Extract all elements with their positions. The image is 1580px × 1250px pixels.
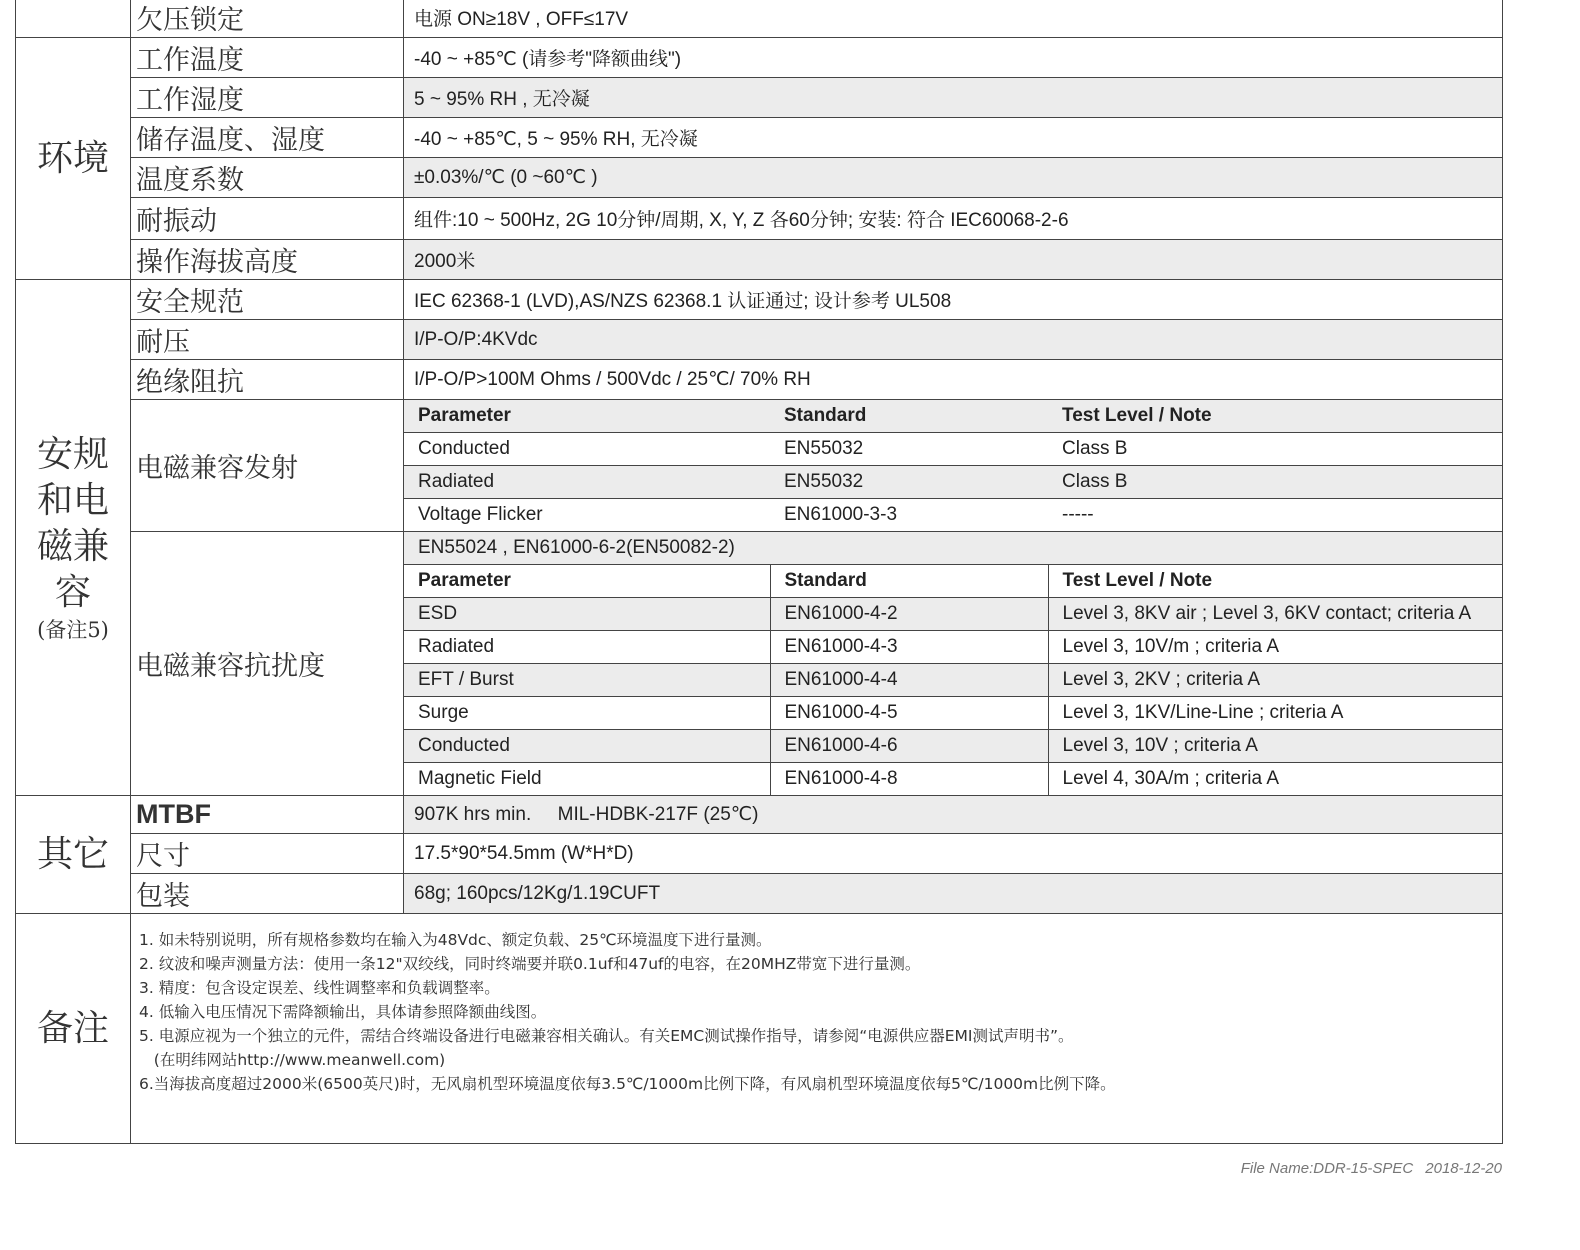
immunity-table [404,532,1502,795]
env-value: -40 ~ +85℃ (请参考"降额曲线") [404,38,1503,78]
emission-cell: EN61000-3-3 [784,504,898,525]
others-value: 17.5*90*54.5mm (W*H*D) [404,834,1503,874]
immunity-cell: Level 3, 2KV ; criteria A [1048,664,1502,697]
immunity-header: Parameter [404,565,770,598]
immunity-cell: Level 3, 10V ; criteria A [1048,730,1502,763]
immunity-cell: EN61000-4-8 [770,763,1048,796]
spec-row-env [16,158,1503,198]
immunity-cell: Surge [404,697,770,730]
emission-header: Test Level / Note [1048,400,1502,433]
safety-category [16,280,131,796]
others-value: 907K hrs min. MIL-HDBK-217F (25℃) [404,796,1503,834]
emission-cell: ----- [1062,504,1094,525]
immunity-data-row [404,664,1502,697]
note-line: 1. 如未特别说明，所有规格参数均在输入为48Vdc、额定负载、25℃环境温度下进行量测。 [139,931,772,949]
env-label: 储存温度、湿度 [131,118,404,158]
note-line: 3. 精度：包含设定误差、线性调整率和负载调整率。 [139,979,500,997]
env-value: -40 ~ +85℃, 5 ~ 95% RH, 无冷凝 [404,118,1503,158]
immunity-data-row [404,730,1502,763]
document-footer [1180,1160,1502,1177]
emission-cell: Radiated [404,466,770,499]
immunity-data-row [404,697,1502,730]
note-line: 4. 低输入电压情况下需降额输出，具体请参照降额曲线图。 [139,1003,547,1021]
emission-cell: Conducted [404,433,770,466]
uvlo-label: 欠压锁定 [131,0,404,38]
note-line: 6.当海拔高度超过2000米(6500英尺)时，无风扇机型环境温度依每3.5℃/1000m比例下降，有风扇机型环境温度依每5℃/1000m比例下降。 [139,1075,1116,1093]
immunity-cell: Level 3, 8KV air ; Level 3, 6KV contact; criteria A [1048,598,1502,631]
safety-value: I/P-O/P>100M Ohms / 500Vdc / 25℃/ 70% RH [404,360,1503,400]
others-label: 尺寸 [131,834,404,874]
notes-body [131,914,1503,1144]
emission-table-cell [404,400,1503,532]
safety-value: I/P-O/P:4KVdc [404,320,1503,360]
spec-row-uvlo [16,0,1503,38]
others-label: MTBF [131,796,404,834]
spec-row-others [16,834,1503,874]
immunity-cell: Radiated [404,631,770,664]
document-date: 2018-12-20 [1425,1160,1502,1177]
note-line: 5. 电源应视为一个独立的元件，需结合终端设备进行电磁兼容相关确认。有关EMC测试操作指导，请参阅“电源供应器EMI测试声明书”。 [139,1027,1074,1045]
spec-row-notes [16,914,1503,1144]
emission-header: Parameter [404,400,770,433]
emission-header-row [404,400,1502,433]
immunity-cell: Level 4, 30A/m ; criteria A [1048,763,1502,796]
emission-data-row [404,499,1502,532]
emission-data-row [404,433,1502,466]
emission-row [16,400,1503,532]
immunity-label: 电磁兼容抗扰度 [131,532,404,796]
spec-row-safety [16,280,1503,320]
env-label: 操作海拔高度 [131,240,404,280]
others-label: 包装 [131,874,404,914]
notes-category: 备注 [16,914,131,1144]
emission-cell: Class B [1048,433,1502,466]
immunity-header: Standard [770,565,1048,598]
immunity-standard-line: EN55024 , EN61000-6-2(EN50082-2) [404,532,1502,565]
immunity-data-row [404,763,1502,796]
env-value: 组件:10 ~ 500Hz, 2G 10分钟/周期, X, Y, Z 各60分钟; 安装: 符合 IEC60068-2-6 [404,198,1503,240]
emission-label: 电磁兼容发射 [131,400,404,532]
spec-table [15,0,1503,1144]
spec-row-env [16,118,1503,158]
immunity-cell: ESD [404,598,770,631]
immunity-header-row [404,565,1502,598]
spec-row-env [16,38,1503,78]
immunity-cell: Conducted [404,730,770,763]
emission-cell: Voltage Flicker [418,504,543,525]
immunity-cell: Magnetic Field [418,768,542,789]
safety-category-note: (备注5) [37,617,109,642]
spec-row-others [16,796,1503,834]
note-line: 2. 纹波和噪声测量方法：使用一条12"双绞线，同时终端要并联0.1uf和47uf的电容，在20MHZ带宽下进行量测。 [139,955,921,973]
others-category: 其它 [16,796,131,914]
protection-category-cell [16,0,131,38]
spec-row-env [16,240,1503,280]
safety-label: 耐压 [131,320,404,360]
immunity-cell: EN61000-4-6 [770,730,1048,763]
safety-label: 绝缘阻抗 [131,360,404,400]
immunity-row [16,532,1503,796]
immunity-data-row [404,598,1502,631]
emission-header: Standard [770,400,1048,433]
immunity-cell: EN61000-4-4 [770,664,1048,697]
safety-category-line: 安规 [36,433,109,475]
safety-category-line: 和电 [36,479,109,521]
emission-data-row [404,466,1502,499]
safety-value: IEC 62368-1 (LVD),AS/NZS 62368.1 认证通过; 设计参考 UL508 [404,280,1503,320]
safety-label: 安全规范 [131,280,404,320]
env-label: 工作湿度 [131,78,404,118]
immunity-data-row [404,631,1502,664]
immunity-cell: EN61000-4-3 [770,631,1048,664]
spec-row-safety [16,320,1503,360]
spec-row-env [16,78,1503,118]
emission-cell: Class B [1048,466,1502,499]
immunity-cell: Level 3, 10V/m ; criteria A [1048,631,1502,664]
immunity-cell: Level 3, 1KV/Line-Line ; criteria A [1048,697,1502,730]
immunity-cell: EN61000-4-2 [770,598,1048,631]
env-label: 工作温度 [131,38,404,78]
safety-category-line: 容 [54,571,91,613]
environment-category: 环境 [16,38,131,280]
immunity-standard-row [404,532,1502,565]
uvlo-value: 电源 ON≥18V , OFF≤17V [404,0,1503,38]
env-label: 耐振动 [131,198,404,240]
spec-row-env [16,198,1503,240]
env-value: 5 ~ 95% RH , 无冷凝 [404,78,1503,118]
env-value: 2000米 [404,240,1503,280]
safety-category-line: 磁兼 [36,525,109,567]
others-value: 68g; 160pcs/12Kg/1.19CUFT [404,874,1503,914]
spec-sheet [15,0,1502,1144]
emission-cell: EN55032 [770,466,1048,499]
immunity-cell: EFT / Burst [404,664,770,697]
spec-row-safety [16,360,1503,400]
file-name: File Name:DDR-15-SPEC [1240,1160,1414,1177]
spec-row-others [16,874,1503,914]
emission-cell: EN55032 [770,433,1048,466]
immunity-cell: EN61000-4-5 [770,697,1048,730]
note-line: (在明纬网站http://www.meanwell.com) [139,1051,446,1069]
emission-table [404,400,1502,531]
env-label: 温度系数 [131,158,404,198]
env-value: ±0.03%/℃ (0 ~60℃ ) [404,158,1503,198]
immunity-header: Test Level / Note [1048,565,1502,598]
immunity-table-cell [404,532,1503,796]
